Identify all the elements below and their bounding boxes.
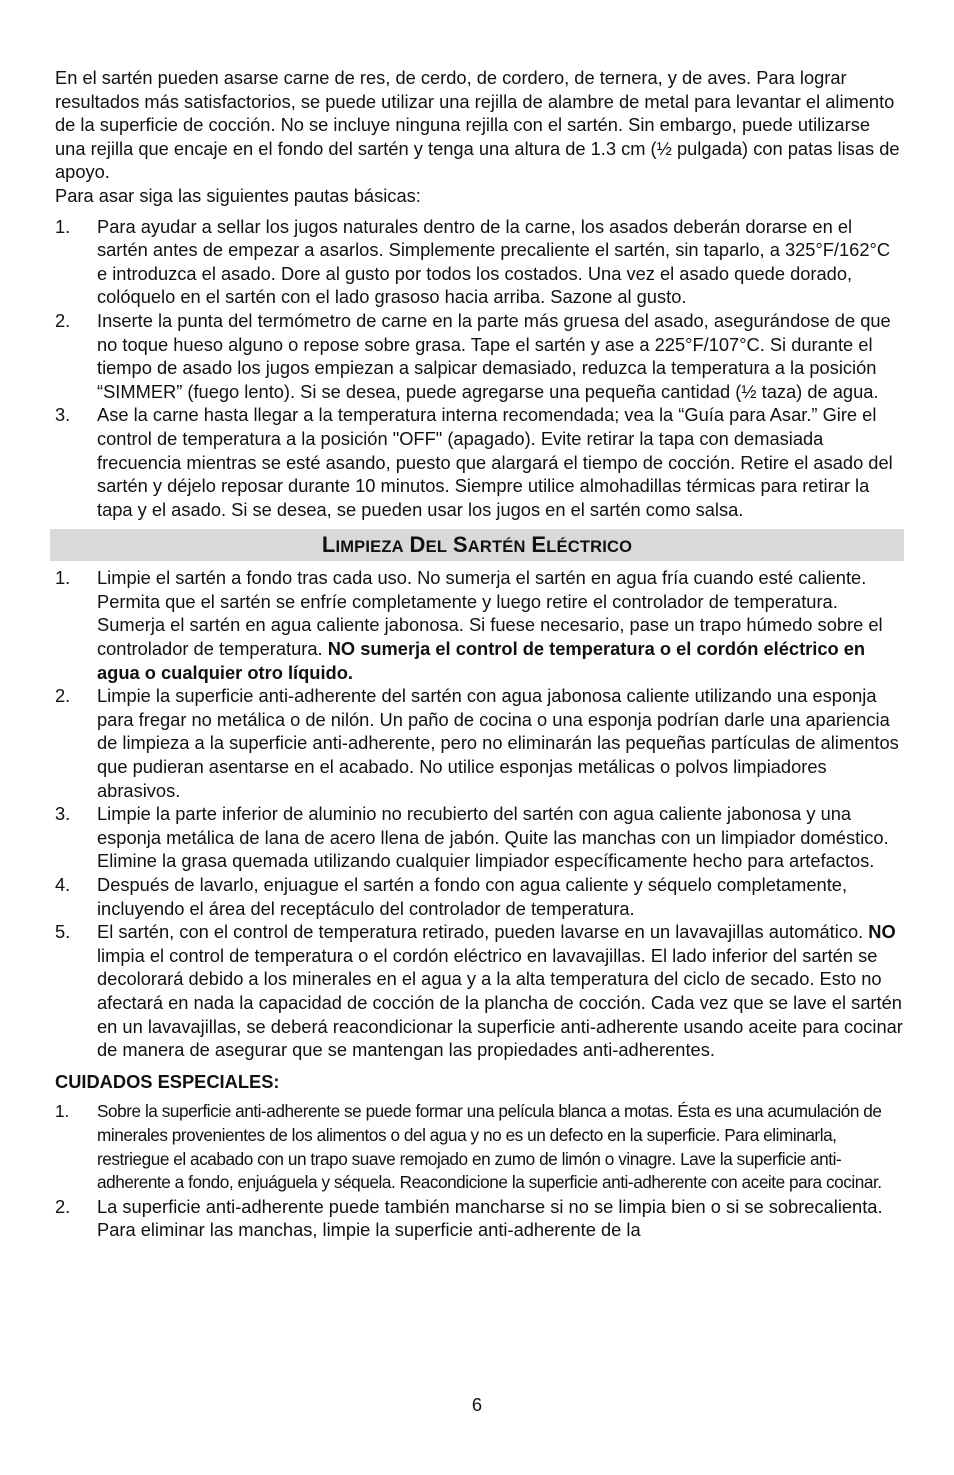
item-number: 2.	[55, 309, 71, 331]
item-number: 1.	[55, 1101, 70, 1122]
section-heading-cleaning	[50, 529, 904, 561]
roast-steps-list	[55, 215, 905, 522]
list-item	[55, 802, 905, 873]
special-care-list	[55, 1100, 905, 1242]
warning-text: NO sumerja el control de temperatura o el cordón eléctrico en agua o cualquier otro líquido.	[97, 638, 866, 683]
warning-text: NO	[868, 921, 896, 943]
item-number: 2.	[55, 685, 71, 707]
item-text: Después de lavarlo, enjuague el sartén a fondo con agua caliente y séquelo completamente, incluyendo el área del receptáculo del controlador de temperatura.	[97, 874, 848, 919]
intro-paragraph: En el sartén pueden asarse carne de res, de cerdo, de cordero, de ternera, y de aves. Para lograr resultados más satisfactorios, se puede utilizar una rejilla de alambre de metal para levantar el alimento de la superficie de cocción. No se incluye ninguna rejilla con el sartén. Sin embargo, puede utilizarse una rejilla que encaje en el fondo del sartén y tenga una altura de 1.3 cm (½ pulgada) con patas lisas de apoyo.	[55, 67, 900, 183]
item-number: 1.	[55, 215, 71, 237]
item-text: Limpie la parte inferior de aluminio no recubierto del sartén con agua caliente jabonosa y una esponja metálica de lana de acero llena de jabón. Quite las manchas con un limpiador doméstico. Elimine la grasa quemada utilizando cualquier limpiador específicamente hecho para artefactos.	[97, 803, 889, 872]
item-number: 1.	[55, 567, 71, 589]
list-item	[55, 1100, 905, 1194]
list-item	[55, 873, 905, 920]
special-care-heading: CUIDADOS ESPECIALES:	[55, 1070, 280, 1092]
list-item	[55, 920, 905, 1062]
item-number: 2.	[55, 1195, 71, 1217]
item-number: 3.	[55, 803, 71, 825]
list-item	[55, 215, 905, 309]
item-text: Para ayudar a sellar los jugos naturales dentro de la carne, los asados deberán dorarse en el sartén antes de empezar a asarlos. Simplemente precaliente el sartén, sin taparlo, a 325°F/162°C e introduzca el asado. Dore al gusto por todos los costados. Una vez el asado quede dorado, colóquelo en el sartén con el lado grasoso hacia arriba. Sazone al gusto.	[97, 215, 891, 308]
item-text: Ase la carne hasta llegar a la temperatura interna recomendada; vea la “Guía para Asar.” Gire el control de temperatura a la posición "OFF" (apagado). Evite retirar la tapa con demasiada frecuencia mientras se esté asando, puesto que alargará el tiempo de cocción. Retire el asado del sartén y déjelo reposar durante 10 minutos. Siempre utilice almohadillas térmicas para retirar la tapa y el asado. Si se desea, se pueden usar los jugos en el sartén como salsa.	[97, 404, 893, 520]
item-text: limpia el control de temperatura o el cordón eléctrico en lavavajillas. El lado inferior del sartén se decolorará debido a los minerales en el agua y a la alta temperatura del ciclo de secado. Esto no afectará en nada la capacidad de cocción de la plancha de cocción. Cada vez que se lave el sartén en un lavavajillas, se deberá reacondicionar la superficie anti-adherente usando aceite para cocinar de manera de asegurar que se mantengan las propiedades anti-adherentes.	[97, 944, 903, 1061]
list-item	[55, 566, 905, 684]
cleaning-steps-list	[55, 566, 905, 1061]
item-text: El sartén, con el control de temperatura retirado, pueden lavarse en un lavavajillas automático.	[97, 921, 869, 943]
section-heading-text: LIMPIEZA DEL SARTÉN ELÉCTRICO	[321, 532, 633, 558]
roast-guidelines-intro: Para asar siga las siguientes pautas básicas:	[55, 184, 421, 206]
item-text: La superficie anti-adherente puede también mancharse si no se limpia bien o si se sobrecalienta. Para eliminar las manchas, limpie la superficie anti-adherente de la	[97, 1195, 883, 1241]
page-content	[55, 66, 905, 1242]
item-text: Limpie la superficie anti-adherente del sartén con agua jabonosa caliente utilizando una esponja para fregar no metálica o de nilón. Un paño de cocina o una esponja podrían darle una apariencia de limpieza a la superficie anti-adherente, pero no eliminarán las pequeñas partículas de alimentos que pudieran asentarse en el acabado. No utilice esponjas metálicas o polvos limpiadores abrasivos.	[97, 685, 899, 801]
list-item	[55, 403, 905, 521]
item-number: 5.	[55, 921, 71, 943]
item-text: Sobre la superficie anti-adherente se puede formar una película blanca a motas. Ésta es una acumulación de minerales provenientes de los alimentos o del agua y no es un defecto en la superficie. Para eliminarla, restriegue el acabado con un trapo suave remojado en zumo de limón o vinagre. Lave la superficie anti-adherente a fondo, enjuáguela y séquela. Reacondicione la superficie anti-adherente con aceite para cocinar.	[97, 1101, 882, 1193]
item-number: 3.	[55, 404, 71, 426]
item-number: 4.	[55, 874, 71, 895]
page-number: 6	[471, 1394, 483, 1415]
list-item	[55, 1195, 905, 1242]
item-text: Limpie el sartén a fondo tras cada uso. No sumerja el sartén en agua fría cuando esté caliente. Permita que el sartén se enfríe completamente y luego retire el controlador de temperatura. Sumerja el sartén en agua caliente jabonosa. Si fuese necesario, pase un trapo húmedo sobre el controlador de temperatura.	[97, 567, 883, 660]
item-text: Inserte la punta del termómetro de carne en la parte más gruesa del asado, asegurándose de que no toque hueso alguno o repose sobre grasa. Tape el sartén y ase a 225°F/107°C. Si durante el tiempo de asado los jugos empiezan a salpicar demasiado, reduzca la temperatura a la posición “SIMMER” (fuego lento). Si se desea, puede agregarse una pequeña cantidad (½ taza) de agua.	[97, 309, 891, 402]
list-item	[55, 309, 905, 403]
list-item	[55, 684, 905, 802]
